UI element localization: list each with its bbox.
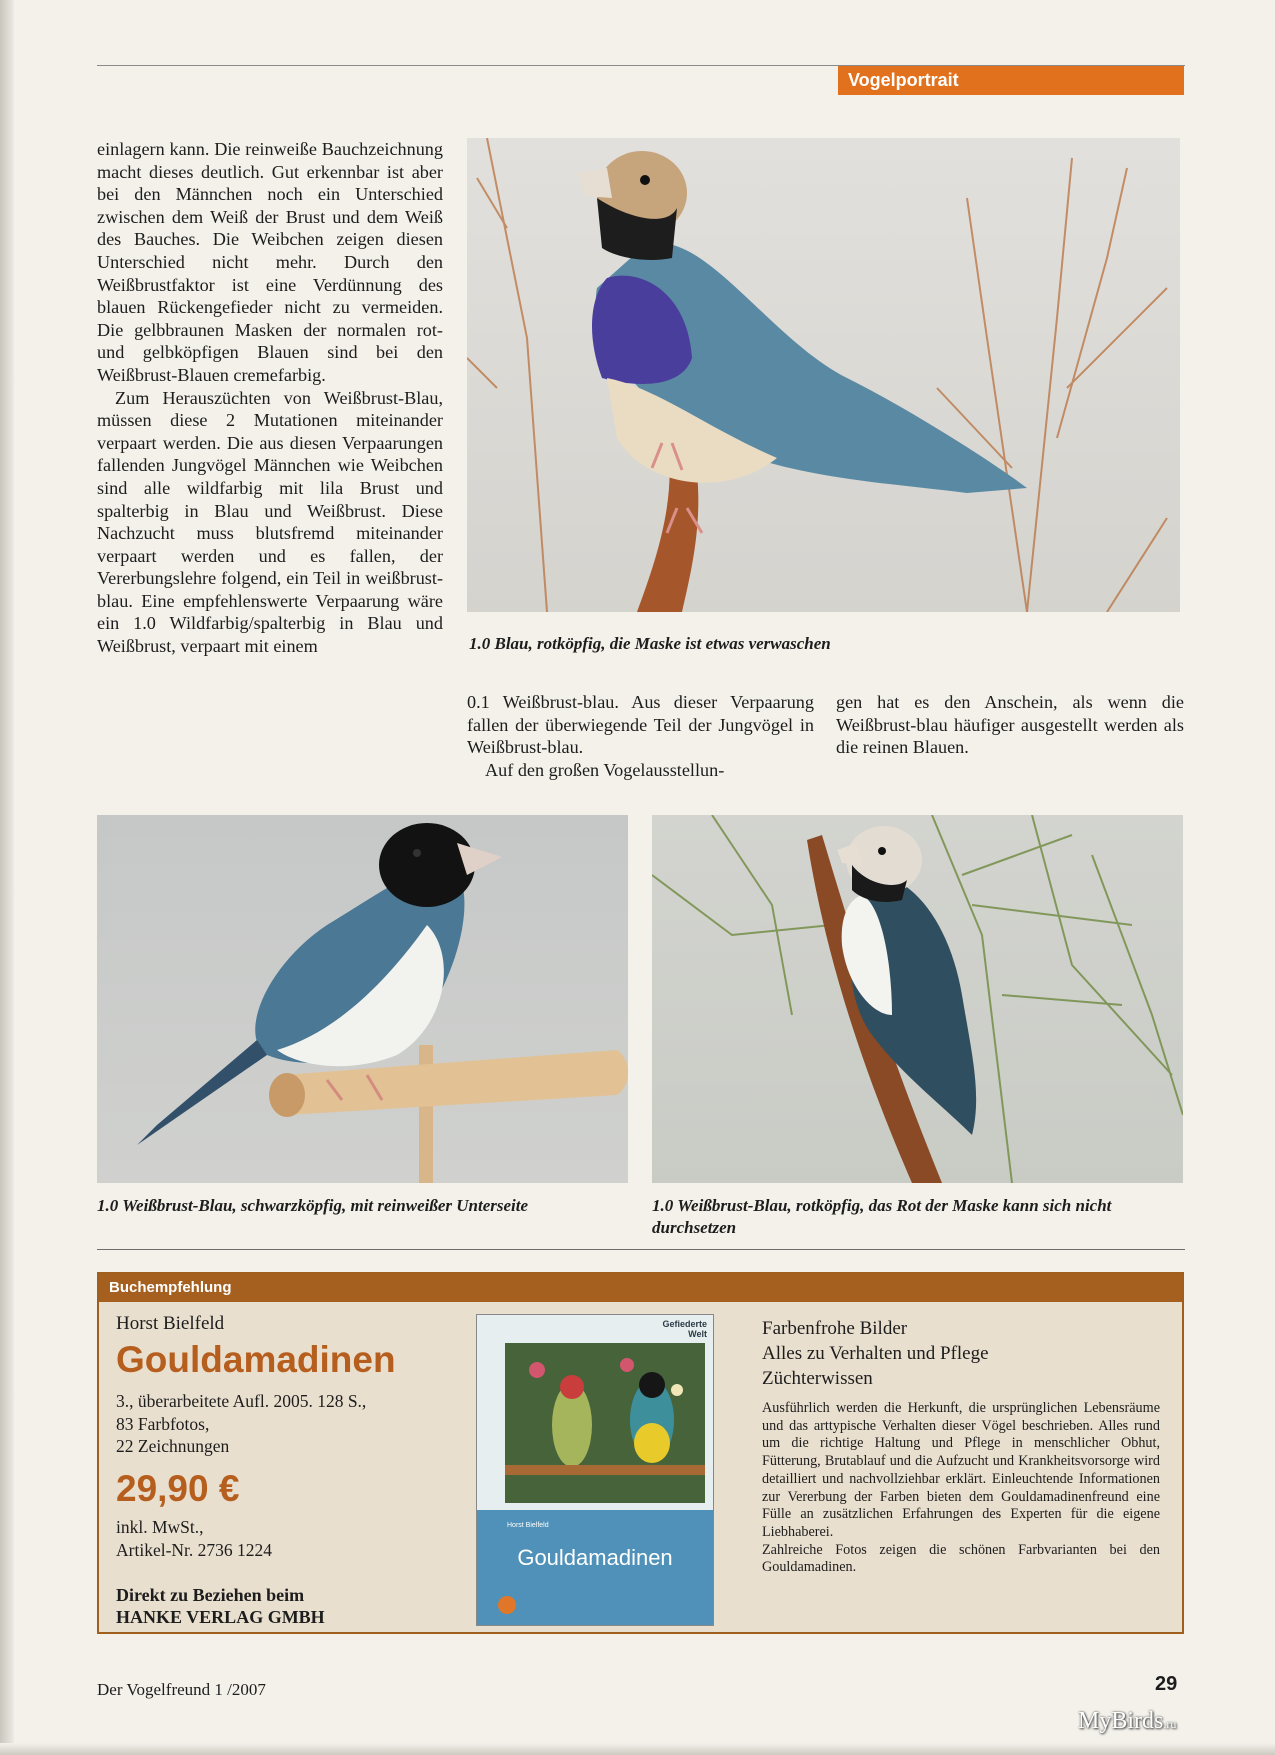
photo-blue-redheaded-finch [467,138,1180,612]
magazine-issue: Der Vogelfreund 1 /2007 [97,1680,266,1699]
book-feature: Farbenfrohe Bilder [762,1318,908,1339]
page-edge-shadow [0,0,14,1755]
page-number: 29 [1155,1673,1178,1695]
article-paragraph: Zum Herauszüchten von Weißbrust-Blau, müssen diese 2 Mutationen miteinander verpaart werden. Die aus diesen Verpaarungen fallenden Jungvögel Männchen wie Weibchen sind alle wildfarbig mit lila Brust und spalterbig in Blau und Weißbrust. Diese Nachzucht muss blutsfremd miteinander verpaart werden und es fallen, der Vererbungslehre folgend, ein Teil in weißbrust-blau. Eine empfehlenswerte Verpaarung wäre ein 1.0 Wildfarbig/spalterbig in Blau und Weißbrust, verpaart mit einem [97,387,443,657]
article-paragraph: 0.1 Weißbrust-blau. Aus dieser Verpaarung fallen der überwiegende Teil der Jungvögel in Weißbrust-blau. [467,692,814,758]
cover-author: Horst Bielfeld [507,1522,549,1529]
book-details [116,1390,366,1458]
book-cover-art [477,1315,713,1625]
photo-caption: 1.0 Weißbrust-Blau, rotköpfig, das Rot der Maske kann sich nicht durchsetzen [652,1196,1112,1237]
article-paragraph: Auf den großen Vogelausstellun- [485,759,725,780]
cover-logo-line: Gefiederte [662,1319,707,1329]
cover-logo-line: Welt [688,1329,707,1339]
book-feature: Züchterwissen [762,1368,873,1389]
book-description-paragraph: Ausführlich werden die Herkunft, die ursprünglichen Lebensräume und das arttypische Verhalten dieser Vögel beschrieben. Alles rund um die richtige Haltung und Pflege in menschlicher Obhut, Fütterung, Brutablauf und die Aufzucht und Krankheitsvorsorge wird detailliert und nachvollziehbar erklärt. Einleuchtende Informationen zur Vererbung der Farben bieten dem Gouldamadinenfreund eine Fülle an zusätzlichen Erfahrungen des Experten für die eigene Liebhaberei. [762,1400,1160,1540]
photo-caption: 1.0 Weißbrust-Blau, schwarzköpfig, mit reinweißer Unterseite [97,1196,529,1215]
page-edge-bottom [0,1743,1275,1755]
bird-illustration-1 [467,138,1180,612]
article-right-column [836,691,1184,759]
book-order-info [116,1584,325,1628]
watermark-text: MyBirds [1078,1708,1164,1734]
cover-title: Gouldamadinen [517,1545,673,1570]
bird-illustration-3 [652,815,1183,1183]
book-tax-info [116,1516,272,1561]
photo-whitebreast-blackheaded-finch [97,815,628,1183]
book-detail-line: 22 Zeichnungen [116,1436,230,1456]
book-order-line: Direkt zu Beziehen beim [116,1585,305,1605]
book-feature: Alles zu Verhalten und Pflege [762,1343,989,1364]
site-watermark [1078,1708,1176,1735]
cover-publisher-logo [662,1319,707,1339]
photo-caption: 1.0 Blau, rotköpfig, die Maske ist etwas verwaschen [469,634,831,653]
book-detail-line: 83 Farbfotos, [116,1413,210,1434]
section-divider [97,1249,1185,1250]
book-author: Horst Bielfeld [116,1313,225,1334]
book-description-paragraph: Zahlreiche Fotos zeigen die schönen Farbvarianten bei den Gouldamadinen. [762,1541,1160,1576]
article-middle-column [467,691,814,781]
book-price: 29,90 € [116,1468,240,1509]
book-article-number: Artikel-Nr. 2736 1224 [116,1539,273,1560]
book-tax-line: inkl. MwSt., [116,1517,204,1537]
publisher-name: HANKE VERLAG GMBH [116,1607,325,1627]
article-paragraph: einlagern kann. Die reinweiße Bauchzeichnung macht dieses deutlich. Gut erkennbar ist aber bei den Männchen noch ein Unterschied zwischen dem Weiß der Brust und dem Weiß des Bauches. Die Weibchen zeigen diesen Unterschied nicht mehr. Durch den Weißbrustfaktor ist eine Verdünnung des blauen Rückengefieder nicht zu vermeiden. Die gelbbraunen Masken der normalen rot- und gelbköpfigen Blauen sind bei den Weißbrust-Blauen cremefarbig. [97,139,443,385]
book-detail-line: 3., überarbeitete Aufl. 2005. 128 S., [116,1391,367,1411]
book-description [762,1400,1160,1577]
article-paragraph: gen hat es den Anschein, als wenn die Weißbrust-blau häufiger ausgestellt werden als die reinen Blauen. [836,692,1184,758]
section-tag: Vogelportrait [838,66,1184,95]
bird-illustration-2 [97,815,628,1183]
book-recommendation [97,1272,1184,1634]
book-title: Gouldamadinen [116,1339,396,1380]
watermark-suffix: .ru [1163,1717,1177,1731]
book-cover-image [476,1314,714,1626]
book-box-header: Buchempfehlung [99,1274,1182,1302]
article-left-column [97,138,443,658]
book-features [762,1316,1162,1391]
photo-whitebreast-redheaded-finch [652,815,1183,1183]
